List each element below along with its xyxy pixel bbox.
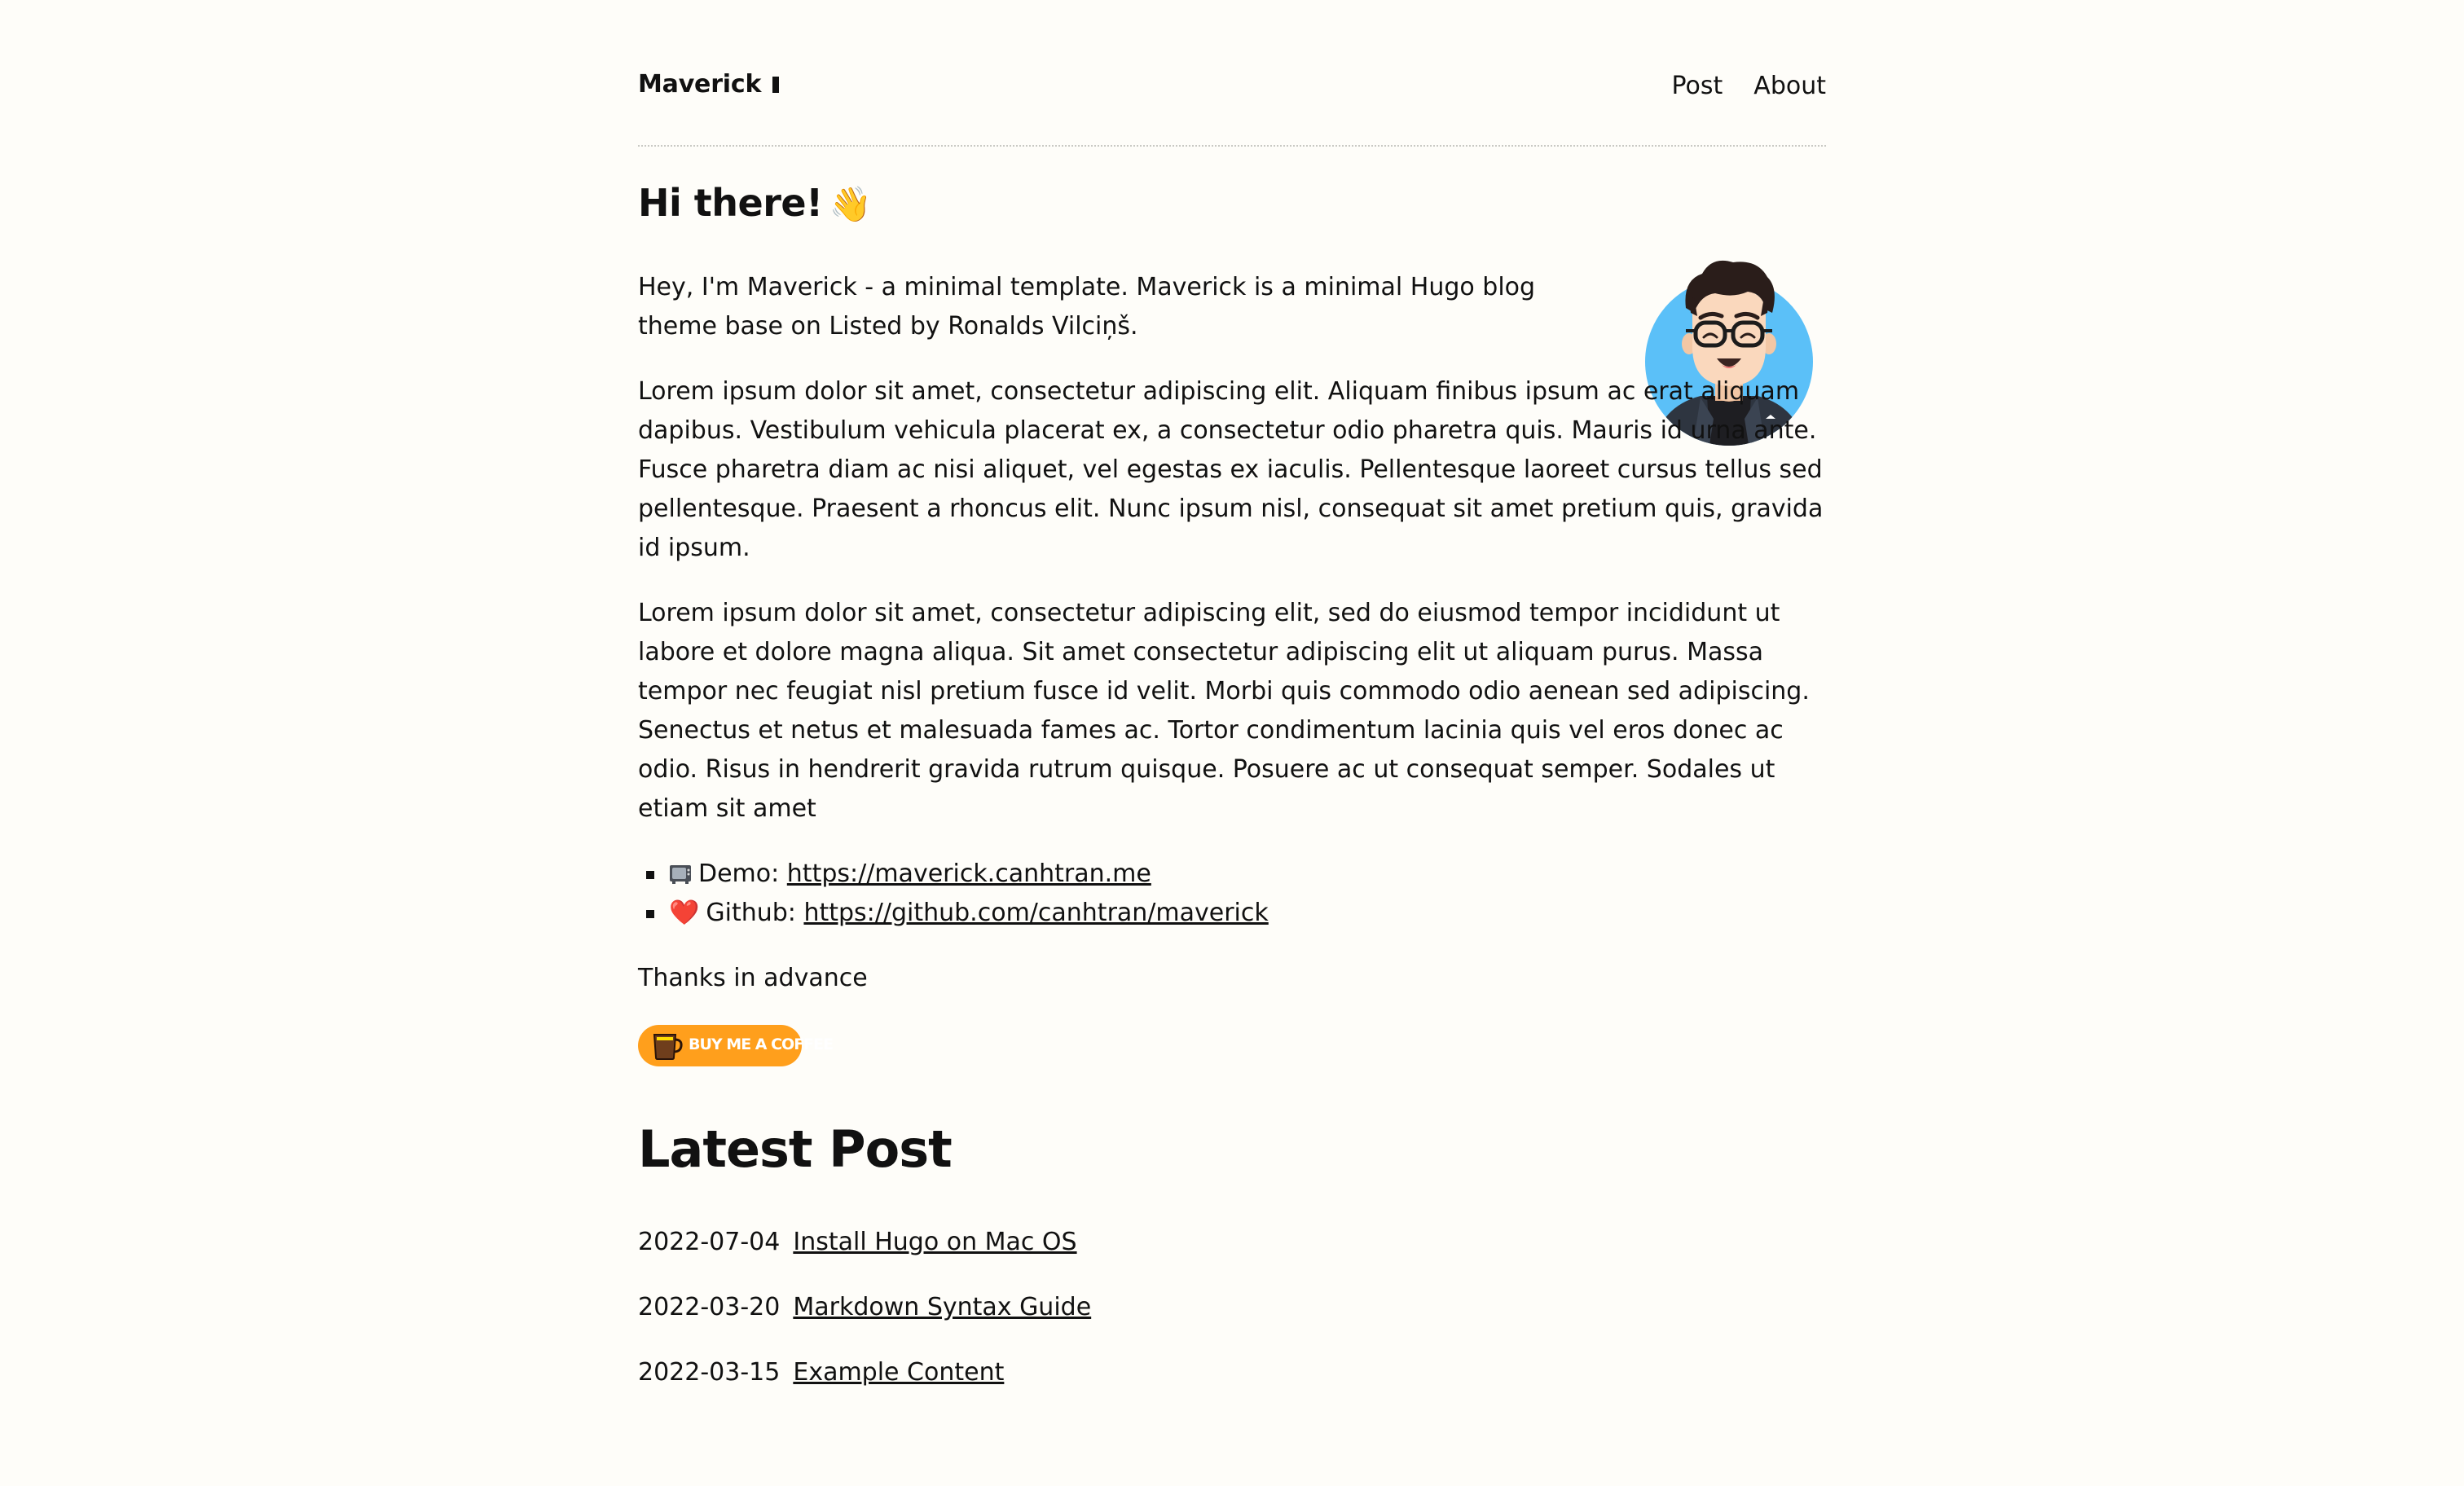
post-list [638,1223,1091,1418]
intro-title: Hi there! [638,181,823,225]
list-item [638,855,1269,894]
list-item [638,1223,1091,1288]
heart-icon: ❤️ [669,899,700,927]
coffee-cup-icon [649,1031,684,1061]
post-link[interactable]: Markdown Syntax Guide [793,1293,1092,1321]
lorem-paragraph-1: Lorem ipsum dolor sit amet, consectetur adipiscing elit. Aliquam finibus ipsum ac erat aliquam dapibus. Vestibulum vehicula placerat ex, a consectetur odio pharetra quis. Mauris id urna ante. Fusce pharetra diam ac nisi aliquet, vel egestas ex iaculis. Pellentesque laoreet cursus tellus sed pellentesque. Praesent a rhoncus elit. Nunc ipsum nisl, consequat sit amet pretium quis, gravida id ipsum. [638,377,1824,562]
thanks-text: Thanks in advance [638,964,868,992]
github-link[interactable]: https://github.com/canhtran/maverick [803,899,1269,927]
site-header [638,0,1826,147]
brand-link[interactable] [638,70,779,99]
tv-icon [669,864,692,884]
post-date: 2022-03-20 [638,1293,781,1321]
demo-label: Demo: [698,860,780,888]
post-link[interactable]: Install Hugo on Mac OS [793,1228,1077,1256]
brand-name: Maverick [638,70,762,99]
links-list [638,855,1269,933]
nav-post-link[interactable]: Post [1671,72,1723,100]
demo-link[interactable]: https://maverick.canhtran.me [786,860,1151,888]
post-date: 2022-07-04 [638,1228,781,1256]
post-link[interactable]: Example Content [793,1358,1005,1387]
coffee-button-label: BUY ME A COFFEE [689,1035,834,1053]
list-item [638,1353,1091,1418]
cursor-icon [772,77,779,93]
main-nav [1641,72,1826,100]
latest-post-heading: Latest Post [638,1119,952,1179]
nav-about-link[interactable]: About [1753,72,1826,100]
intro-paragraph: Hey, I'm Maverick - a minimal template. Maverick is a minimal Hugo blog theme base on Listed by Ronalds Vilciņš. [638,273,1536,341]
intro-heading [638,181,871,225]
waving-hand-icon: 👋 [829,184,872,224]
github-label: Github: [706,899,796,927]
page-container [638,0,1826,1387]
post-date: 2022-03-15 [638,1358,781,1387]
list-item [638,894,1269,933]
list-item [638,1288,1091,1353]
lorem-paragraph-2: Lorem ipsum dolor sit amet, consectetur adipiscing elit, sed do eiusmod tempor incididunt ut labore et dolore magna aliqua. Sit amet consectetur adipiscing elit ut aliquam purus. Massa tempor nec feugiat nisl pretium fusce id velit. Morbi quis commodo odio aenean sed adipiscing. Senectus et netus et malesuada fames ac. Tortor condimentum lacinia quis vel eros donec ac odio. Risus in hendrerit gravida rutrum quisque. Posuere ac ut consequat semper. Sodales ut etiam sit amet [638,599,1810,823]
buy-me-a-coffee-button[interactable] [638,1025,834,1066]
